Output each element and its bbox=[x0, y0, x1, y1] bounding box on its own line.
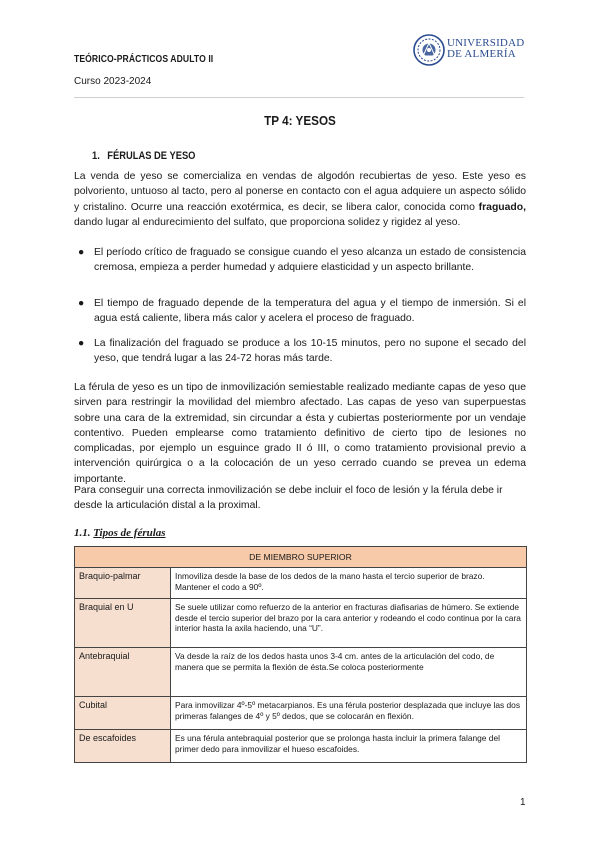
course-year: Curso 2023-2024 bbox=[74, 76, 152, 87]
header-divider bbox=[74, 97, 524, 98]
intro-paragraph bbox=[74, 169, 526, 230]
row-name: Braquial en U bbox=[75, 599, 171, 648]
university-name bbox=[447, 38, 524, 60]
row-name: Antebraquial bbox=[75, 648, 171, 697]
table-row bbox=[75, 730, 527, 763]
page-number: 1 bbox=[520, 797, 526, 808]
logo-line-2: DE ALMERÍA bbox=[447, 48, 516, 60]
splint-types-table bbox=[74, 546, 527, 763]
table-row bbox=[75, 568, 527, 599]
intro-bold-term: fraguado, bbox=[478, 201, 527, 213]
section-title: FÉRULAS DE YESO bbox=[107, 150, 196, 162]
row-name: De escafoides bbox=[75, 730, 171, 763]
bullet-list bbox=[74, 336, 526, 367]
list-item-text: La finalización del fraguado se produce a los 10-15 minutos, pero no supone el secado del yeso, que tendrá lugar a las 24-72 horas más tarde. bbox=[94, 338, 526, 365]
row-description: Para inmovilizar 4º-5º metacarpianos. Es una férula posterior desplazada que incluye las dos primeras falanges de 4º y 5º dedos, que se colocarán en flexión. bbox=[171, 697, 527, 730]
row-description: Inmoviliza desde la base de los dedos de la mano hasta el tercio superior de brazo. Mantener el codo a 90º. bbox=[171, 568, 527, 599]
course-title: TEÓRICO-PRÁCTICOS ADULTO II bbox=[74, 54, 214, 65]
row-name: Braquio-palmar bbox=[75, 568, 171, 599]
bullet-icon: ● bbox=[78, 298, 85, 309]
list-item bbox=[74, 296, 526, 327]
table-header-row bbox=[75, 547, 527, 568]
row-description: Es una férula antebraquial posterior que se prolonga hasta incluir la primera falange del primer dedo para inmovilizar el hueso escafoides. bbox=[171, 730, 527, 763]
row-name: Cubital bbox=[75, 697, 171, 730]
intro-text: La venda de yeso se comercializa en vendas de algodón recubiertas de yeso. Este yeso es polvoriento, untuoso al tacto, pero al ponerse en contacto con el agua adquiere un aspecto sólido y cristalino. Ocurre una reacción exotérmica, es decir, se libera calor, conocida como bbox=[74, 171, 526, 213]
list-item-text: El tiempo de fraguado depende de la temperatura del agua y el tiempo de inmersión. Si el agua está caliente, libera más calor y acelera el proceso de fraguado. bbox=[94, 298, 526, 325]
subsection-number: 1.1. bbox=[74, 527, 91, 539]
university-seal-icon bbox=[413, 34, 445, 66]
immobilization-paragraph: Para conseguir una correcta inmovilización se debe incluir el foco de lesión y la férula debe ir desde la articulación distal a la proximal. bbox=[74, 485, 503, 512]
intro-text-end: dando lugar al endurecimiento del sulfato, que proporciona solidez y rigidez al yeso. bbox=[74, 216, 461, 228]
bullet-icon: ● bbox=[78, 247, 85, 258]
list-item bbox=[74, 245, 526, 276]
table-row bbox=[75, 599, 527, 648]
section-number: 1. bbox=[92, 150, 100, 162]
row-description: Se suele utilizar como refuerzo de la anterior en fracturas diafisarias de húmero. Se extiende desde el tercio superior del brazo por la cara anterior y rodeando el codo continua por la cara interior hasta la axila haciendo, una “U”. bbox=[171, 599, 527, 648]
table-row bbox=[75, 697, 527, 730]
table-row bbox=[75, 648, 527, 697]
bullet-list bbox=[74, 296, 526, 327]
logo-line-1: UNIVERSIDAD bbox=[447, 37, 525, 49]
splint-definition-paragraph: La férula de yeso es un tipo de inmovilización semiestable realizado mediante capas de yeso que sirven para restringir la movilidad del miembro afectado. Las capas de yeso van superpuestas sobre una cara de la extremidad, sin circundar a ésta y cubiertas posteriormente por un vendaje contentivo. Pueden emplearse como tratamiento definitivo de cierto tipo de lesiones no complicadas, por ejemplo un esguince grado II ó III, o como tratamiento provisional previo a intervención quirúrgica o a la colocación de un yeso cerrado cuando se prevea un edema importante. bbox=[74, 382, 526, 485]
subsection-heading bbox=[74, 527, 166, 539]
row-description: Va desde la raíz de los dedos hasta unos 3-4 cm. antes de la articulación del codo, de manera que se permita la flexión de ésta.Se coloca posteriormente bbox=[171, 648, 527, 697]
section-heading bbox=[92, 150, 195, 162]
university-logo bbox=[413, 32, 525, 68]
document-title: TP 4: YESOS bbox=[264, 113, 336, 128]
bullet-list bbox=[74, 245, 526, 276]
subsection-title: Tipos de férulas bbox=[93, 527, 166, 539]
list-item bbox=[74, 336, 526, 367]
table-header: DE MIEMBRO SUPERIOR bbox=[75, 547, 527, 568]
list-item-text: El período crítico de fraguado se consigue cuando el yeso alcanza un estado de consistencia cremosa, empieza a perder humedad y adquiere elasticidad y un aspecto brillante. bbox=[94, 247, 526, 274]
bullet-icon: ● bbox=[78, 338, 85, 349]
